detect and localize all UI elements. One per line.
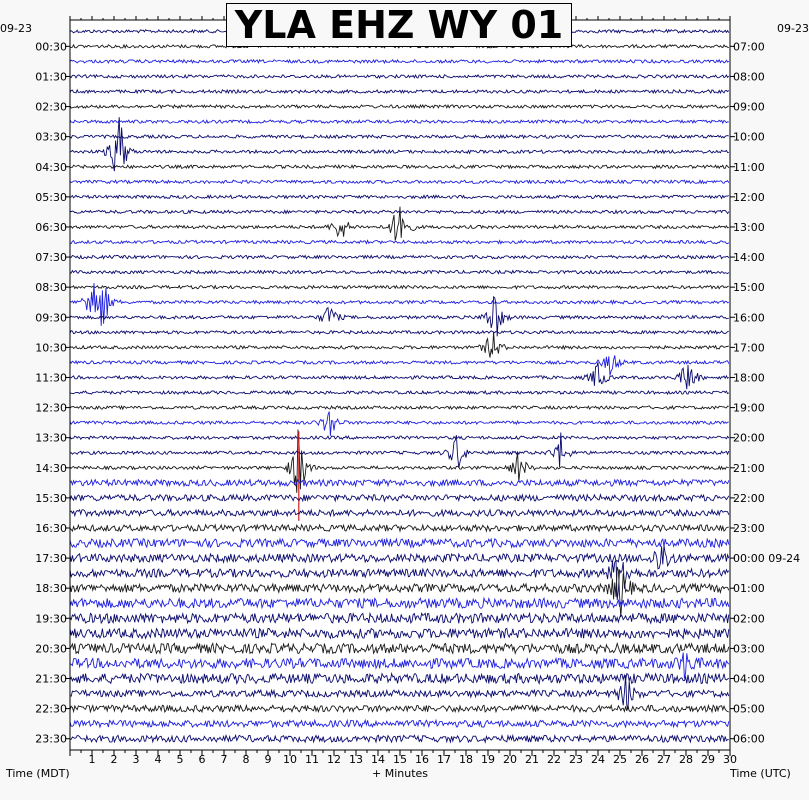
left-time-label: 08:30 (35, 281, 67, 295)
x-tick-label: 20 (503, 753, 517, 766)
right-time-label: 14:00 (733, 251, 765, 265)
right-time-label: 08:00 (733, 70, 765, 84)
x-tick-label: 24 (591, 753, 605, 766)
left-time-label: 11:30 (35, 371, 67, 385)
x-tick-label: 15 (393, 753, 407, 766)
right-axis-label: Time (UTC) (730, 767, 791, 780)
left-time-label: 05:30 (35, 190, 67, 204)
left-time-label: 00:30 (35, 40, 67, 54)
left-time-label: 02:30 (35, 100, 67, 114)
left-time-label: 20:30 (35, 642, 67, 656)
left-time-label: 16:30 (35, 521, 67, 535)
right-time-label: 02:00 (733, 612, 765, 626)
right-time-label: 01:00 (733, 582, 765, 596)
left-time-label: 01:30 (35, 70, 67, 84)
x-tick-label: 3 (132, 753, 140, 766)
left-time-label: 23:30 (35, 732, 67, 746)
x-tick-label: 28 (679, 753, 693, 766)
right-time-label: 09:00 (733, 100, 765, 114)
left-time-label: 21:30 (35, 672, 67, 686)
x-tick-label: 25 (613, 753, 627, 766)
right-time-label: 03:00 (733, 642, 765, 656)
x-tick-label: 30 (723, 753, 737, 766)
x-tick-label: 4 (154, 753, 162, 766)
right-time-label: 21:00 (733, 461, 765, 475)
x-tick-label: 5 (176, 753, 184, 766)
x-tick-label: 8 (242, 753, 250, 766)
x-tick-label: 6 (198, 753, 206, 766)
chart-title-box (226, 3, 572, 47)
date-right-top: 09-23 (777, 22, 809, 35)
x-tick-label: 29 (701, 753, 715, 766)
left-time-label: 18:30 (35, 582, 67, 596)
left-time-label: 17:30 (35, 552, 67, 566)
left-axis-label: Time (MDT) (6, 767, 70, 780)
x-tick-label: 1 (88, 753, 96, 766)
right-time-label: 05:00 (733, 702, 765, 716)
right-time-label: 06:00 (733, 732, 765, 746)
right-time-label: 12:00 (733, 190, 765, 204)
left-time-label: 03:30 (35, 130, 67, 144)
right-time-label: 15:00 (733, 281, 765, 295)
left-time-label: 04:30 (35, 160, 67, 174)
x-axis-label: + Minutes (372, 767, 429, 780)
x-tick-label: 7 (220, 753, 228, 766)
x-tick-label: 13 (349, 753, 363, 766)
right-time-label: 00:00 09-24 (733, 552, 801, 566)
left-time-label: 14:30 (35, 461, 67, 475)
right-time-label: 23:00 (733, 521, 765, 535)
x-tick-label: 18 (459, 753, 473, 766)
x-tick-label: 26 (635, 753, 649, 766)
right-time-label: 20:00 (733, 431, 765, 445)
plot-area (70, 20, 730, 750)
left-time-label: 10:30 (35, 341, 67, 355)
left-time-label: 13:30 (35, 431, 67, 445)
x-tick-label: 14 (371, 753, 385, 766)
x-tick-label: 9 (264, 753, 272, 766)
right-time-label: 22:00 (733, 491, 765, 505)
left-time-label: 15:30 (35, 491, 67, 505)
right-time-label: 04:00 (733, 672, 765, 686)
x-tick-label: 17 (437, 753, 451, 766)
left-time-label: 09:30 (35, 311, 67, 325)
right-time-label: 13:00 (733, 220, 765, 234)
x-tick-label: 22 (547, 753, 561, 766)
left-time-label: 07:30 (35, 251, 67, 265)
x-tick-label: 10 (283, 753, 297, 766)
right-time-label: 18:00 (733, 371, 765, 385)
x-tick-label: 2 (110, 753, 118, 766)
right-time-label: 11:00 (733, 160, 765, 174)
right-time-label: 10:00 (733, 130, 765, 144)
x-tick-label: 12 (327, 753, 341, 766)
x-tick-label: 27 (657, 753, 671, 766)
x-tick-label: 19 (481, 753, 495, 766)
left-time-label: 22:30 (35, 702, 67, 716)
chart-title: YLA EHZ WY 01 (234, 3, 564, 47)
x-tick-label: 16 (415, 753, 429, 766)
x-tick-label: 21 (525, 753, 539, 766)
left-time-label: 19:30 (35, 612, 67, 626)
left-time-label: 12:30 (35, 401, 67, 415)
left-time-label: 06:30 (35, 220, 67, 234)
right-time-label: 17:00 (733, 341, 765, 355)
x-tick-label: 23 (569, 753, 583, 766)
x-tick-label: 11 (305, 753, 319, 766)
right-time-label: 16:00 (733, 311, 765, 325)
date-left: 09-23 (0, 22, 32, 35)
right-time-label: 19:00 (733, 401, 765, 415)
right-time-label: 07:00 (733, 40, 765, 54)
